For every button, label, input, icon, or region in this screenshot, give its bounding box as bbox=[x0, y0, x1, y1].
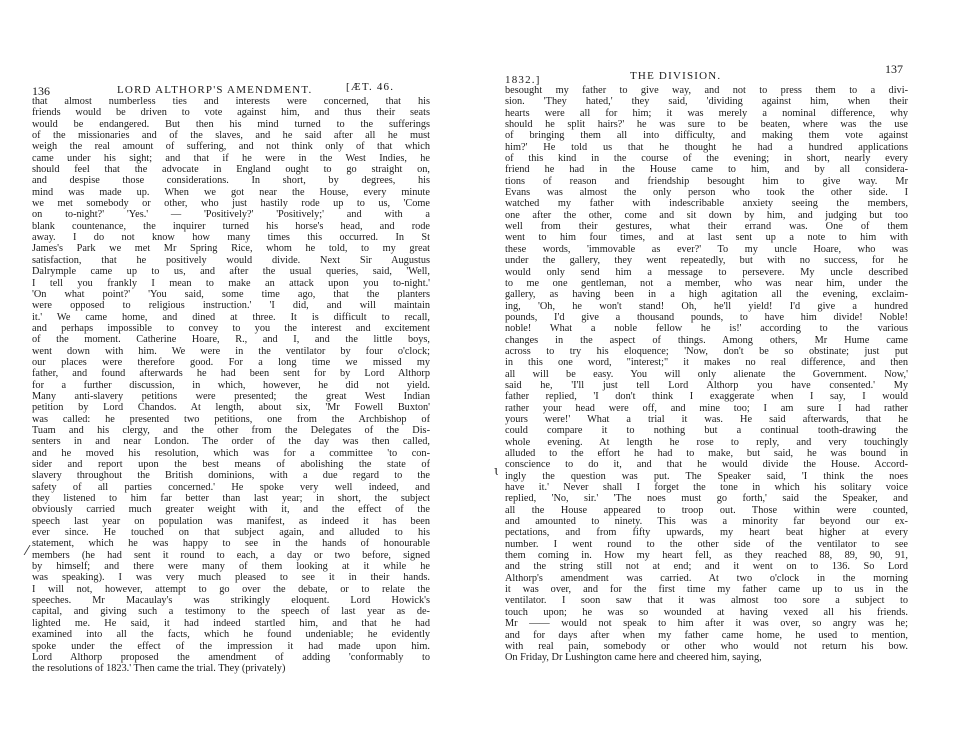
text-line: should feel that the advocate in England ought to go straight on, bbox=[32, 164, 430, 176]
page-number: 136 bbox=[32, 84, 50, 98]
text-line: would only send him a message to persevere. My uncle described bbox=[505, 266, 908, 278]
text-line: alluded to the effort he had to make, but said, he was bound in bbox=[505, 448, 908, 459]
text-line: gallery, as having been in a high agitation all the evening, exclaim- bbox=[505, 289, 908, 301]
text-line: all the House appeared to troop out. Those within were counted, bbox=[505, 504, 908, 516]
text-line: petition by Lord Chandos. At length, about six, 'Mr Fowell Buxton' bbox=[32, 402, 430, 414]
text-line: the resolutions of 1823.' Then came the trial. They (privately) bbox=[32, 663, 286, 675]
text-line: capital, and giving such a testimony to the speech of last year as de- bbox=[32, 606, 430, 618]
text-line: touch upon; he was so wounded at having vexed all his friends. bbox=[505, 606, 908, 618]
text-line: our places were therefore good. For a long time we missed my bbox=[32, 356, 430, 368]
text-line: James's Park we met Mr Spring Rice, whom he told, to my great bbox=[32, 243, 430, 255]
text-line: friend he had in the House came to him, and by all considera- bbox=[505, 164, 908, 176]
text-line: came under his sight; and that if he were in the West Indies, he bbox=[32, 152, 430, 164]
text-line: they listened to him far better than last year; in short, the subject bbox=[32, 493, 430, 505]
text-line: all will be easy. You will only alienate the Government. Now,' bbox=[505, 368, 908, 380]
text-line: noble! What a noble fellow he is!' according to the various bbox=[505, 323, 908, 335]
text-line: with real pain, somebody or other who would not return his bow. bbox=[505, 640, 908, 652]
text-line: pounds, I'd give a thousand pounds, to have him divide! Noble! bbox=[505, 311, 908, 323]
age-note: [ÆT. 46. bbox=[346, 81, 395, 93]
text-line: hearts were all for him; it was merely a nominal difference, why bbox=[505, 107, 908, 119]
text-line: would be endangered. But then his mind turned to the sufferings bbox=[32, 118, 430, 130]
text-line: On Friday, Dr Lushington came here and cheered him, saying, bbox=[505, 652, 762, 664]
text-line: number. I went round to the other side of the ventilator to see bbox=[505, 538, 908, 550]
text-line: ing, 'Oh, he won't stand! Oh, he'll yield! I'd give a hundred bbox=[505, 300, 908, 312]
text-line: went down with him. We were in the ventilator by four o'clock; bbox=[32, 345, 430, 357]
margin-mark: ɩ bbox=[494, 464, 500, 479]
text-line: Dalrymple came up to us, and after the usual queries, said, 'Well, bbox=[32, 266, 430, 278]
text-line: under the gallery, they went repeatedly, but with no success, for he bbox=[505, 255, 908, 267]
text-line: Lord Althorp proposed the amendment of adding 'conformably to bbox=[32, 651, 430, 663]
text-line: I will not, however, attempt to go over the debate, or to relate the bbox=[32, 583, 430, 595]
running-title: LORD ALTHORP'S AMENDMENT. bbox=[117, 84, 313, 96]
text-line: senters in and near London. The order of the day was then called, bbox=[32, 436, 430, 448]
text-line: that almost numberless ties and interests were concerned, that his bbox=[32, 96, 430, 107]
text-line: was speaking). I was very much pleased to see it in their hands. bbox=[32, 572, 430, 584]
text-line: went to him four times, and at last sent up a note to him with bbox=[505, 232, 908, 244]
text-line: replied, 'No, sir.' 'The noes must go forth,' said the Speaker, and bbox=[505, 493, 908, 505]
text-line: them coming in. How my heart fell, as they reached 88, 89, 90, 91, bbox=[505, 550, 908, 562]
text-line: of bringing them all into difficulty, and making them vote against bbox=[505, 130, 908, 142]
text-line: it was over, and for the first time my father came up to us in the bbox=[505, 584, 908, 596]
text-line: safety of all parties concerned.' He spoke very well indeed, and bbox=[32, 481, 430, 493]
text-line: mind was made up. When we got near the House, every minute bbox=[32, 186, 430, 198]
text-line: and the string still not at end; and it went on to 136. So Lord bbox=[505, 561, 908, 573]
text-line: should he split hairs?' he was sure to be beaten, where was the use bbox=[505, 119, 908, 131]
text-line: ventilator. I soon saw that it was almost too sore a subject to bbox=[505, 595, 908, 607]
margin-mark: ⁄ bbox=[26, 544, 29, 559]
page-body bbox=[32, 96, 430, 675]
text-line: spoke under the effect of the impression it had made upon him. bbox=[32, 640, 430, 652]
text-line: I tell you frankly I mean to make an attack upon you to-night.' bbox=[32, 277, 430, 289]
text-line: Mr —— would not speak to him after it was over, so angry was he; bbox=[505, 618, 908, 630]
text-line: examined into all the facts, which he found undeniable; he evidently bbox=[32, 629, 430, 641]
text-line: on to-night?' 'Yes.' — 'Positively?' 'Positively;' and with a bbox=[32, 209, 430, 221]
page-body bbox=[505, 85, 908, 664]
text-line: and perhaps impossible to convey to you the interest and excitement bbox=[32, 322, 430, 334]
text-line: Althorp's amendment was carried. At two o'clock in the morning bbox=[505, 572, 908, 584]
text-line: was called: he presented two petitions, one from the Archbishop of bbox=[32, 413, 430, 425]
text-line: we met somebody or other, who just hastily rode up to us, 'Come bbox=[32, 198, 430, 210]
text-line: whole evening. At length he rose to reply, and very touchingly bbox=[505, 436, 908, 448]
text-line: members (he had sent it round to each, a day or two before, signed bbox=[32, 549, 430, 561]
text-line: well from their gestures, what their errand was. One of them bbox=[505, 221, 908, 233]
text-line: him?' He told us that he thought he had a hundred applications bbox=[505, 141, 908, 153]
text-line: Evans was almost the only person who took the other side. I bbox=[505, 187, 908, 199]
text-line: satisfaction, that he positively would divide. Next Sir Augustus bbox=[32, 254, 430, 266]
text-line: watched my father with indescribable anxiety seeing the members, bbox=[505, 198, 908, 210]
text-line: ingly the question was put. The Speaker said, 'I think the noes bbox=[505, 470, 908, 482]
text-line: father replied, 'I don't think I exaggerate when I say, I would bbox=[505, 391, 908, 403]
text-line: pectations, and from fifty upwards, my heart beat higher at every bbox=[505, 527, 908, 539]
text-line: slavery throughout the British dominions, with a due regard to the bbox=[32, 470, 430, 482]
text-line: sion. 'They hated,' they said, 'dividing against him, when their bbox=[505, 96, 908, 108]
text-line: and amounted to ninety. This was a minority far beyond our ex- bbox=[505, 516, 908, 528]
text-line: and despise those considerations. In short, by degrees, his bbox=[32, 175, 430, 187]
text-line: of the moment. Catherine Hoare, R., and I, and the little boys, bbox=[32, 334, 430, 346]
text-line: it.' We came home, and dined at three. It is difficult to recall, bbox=[32, 311, 430, 323]
text-line: of the missionaries and of the slaves, and he said after all he must bbox=[32, 130, 430, 142]
text-line: besought my father to give way, and not to press them to a divi- bbox=[505, 85, 908, 96]
year-note: 1832.] bbox=[505, 74, 541, 86]
text-line: 'On what point?' 'You said, some time ago, that the planters bbox=[32, 288, 430, 300]
text-line: were opposed to religious instruction.' 'I did, and will maintain bbox=[32, 300, 430, 312]
text-line: statement, which he was happy to see in the hands of honourable bbox=[32, 538, 430, 550]
text-line: changes in the aspect of things. Among others, Mr Hume came bbox=[505, 334, 908, 346]
text-line: could compare it to nothing but a continual tooth-drawing the bbox=[505, 425, 908, 437]
text-line: blank countenance, the inquirer turned his horse's head, and rode bbox=[32, 220, 430, 232]
text-line: have it.' Never shall I forget the tone in which his solitary voice bbox=[505, 482, 908, 494]
text-line: in this one word, "interest;" it makes no real difference, and then bbox=[505, 357, 908, 369]
text-line: conscience to do it, and that he would divide the House. Accord- bbox=[505, 459, 908, 471]
right-page bbox=[490, 0, 980, 733]
text-line: across to try his eloquence; 'Now, don't be so obstinate; just put bbox=[505, 345, 908, 357]
text-line: for a further discussion, in which, however, he did not yield. bbox=[32, 379, 430, 391]
text-line: and he moved his resolution, which was for a committee 'to con- bbox=[32, 447, 430, 459]
text-line: lighted me. He said, it had indeed startled him, and that he had bbox=[32, 617, 430, 629]
text-line: Tuam and his clergy, and the other from the Delegates of the Dis- bbox=[32, 424, 430, 436]
text-line: father, and found afterwards he had been sent for by Lord Althorp bbox=[32, 368, 430, 380]
text-line: one after the other, come and sit down by him, and judging but too bbox=[505, 209, 908, 221]
text-line: speeches. Mr Macaulay's was strikingly eloquent. Lord Howick's bbox=[32, 595, 430, 607]
running-title: THE DIVISION. bbox=[630, 70, 722, 82]
text-line: these words, 'immovable as ever?' To my uncle Hoare, who was bbox=[505, 243, 908, 255]
text-line: tions of reason and friendship besought him to give way. Mr bbox=[505, 175, 908, 187]
text-line: and for days after when my father came home, he used to mention, bbox=[505, 629, 908, 641]
text-line: said he, 'I'll just tell Lord Althorp you have consented.' My bbox=[505, 379, 908, 391]
text-line: away. I do not know how many times this occurred. In St bbox=[32, 232, 430, 244]
page-number: 137 bbox=[885, 62, 903, 76]
text-line: by himself; and there were many of them looking at it while he bbox=[32, 561, 430, 573]
text-line: to me one gentleman, not a member, who was near him, under the bbox=[505, 277, 908, 289]
text-line: rather your head were off, and mine too; I am sure I had rather bbox=[505, 402, 908, 414]
text-line: weigh the real amount of suffering, and not think only of that which bbox=[32, 141, 430, 153]
text-line: yours were!' What a trial it was. He said afterwards, that he bbox=[505, 413, 908, 425]
text-line: obviously carried much greater weight with it, and the effect of the bbox=[32, 504, 430, 516]
text-line: friends would be driven to vote against him, and thus their seats bbox=[32, 107, 430, 119]
text-line: ever since. He touched on that subject again, and alluded to his bbox=[32, 527, 430, 539]
text-line: of this kind in the course of the evening; in short, nearly every bbox=[505, 153, 908, 165]
text-line: speech last year on population was manifest, as indeed it has been bbox=[32, 515, 430, 527]
text-line: sider and report upon the best means of abolishing the state of bbox=[32, 459, 430, 470]
text-line: Many anti-slavery petitions were presented; the great West Indian bbox=[32, 390, 430, 402]
